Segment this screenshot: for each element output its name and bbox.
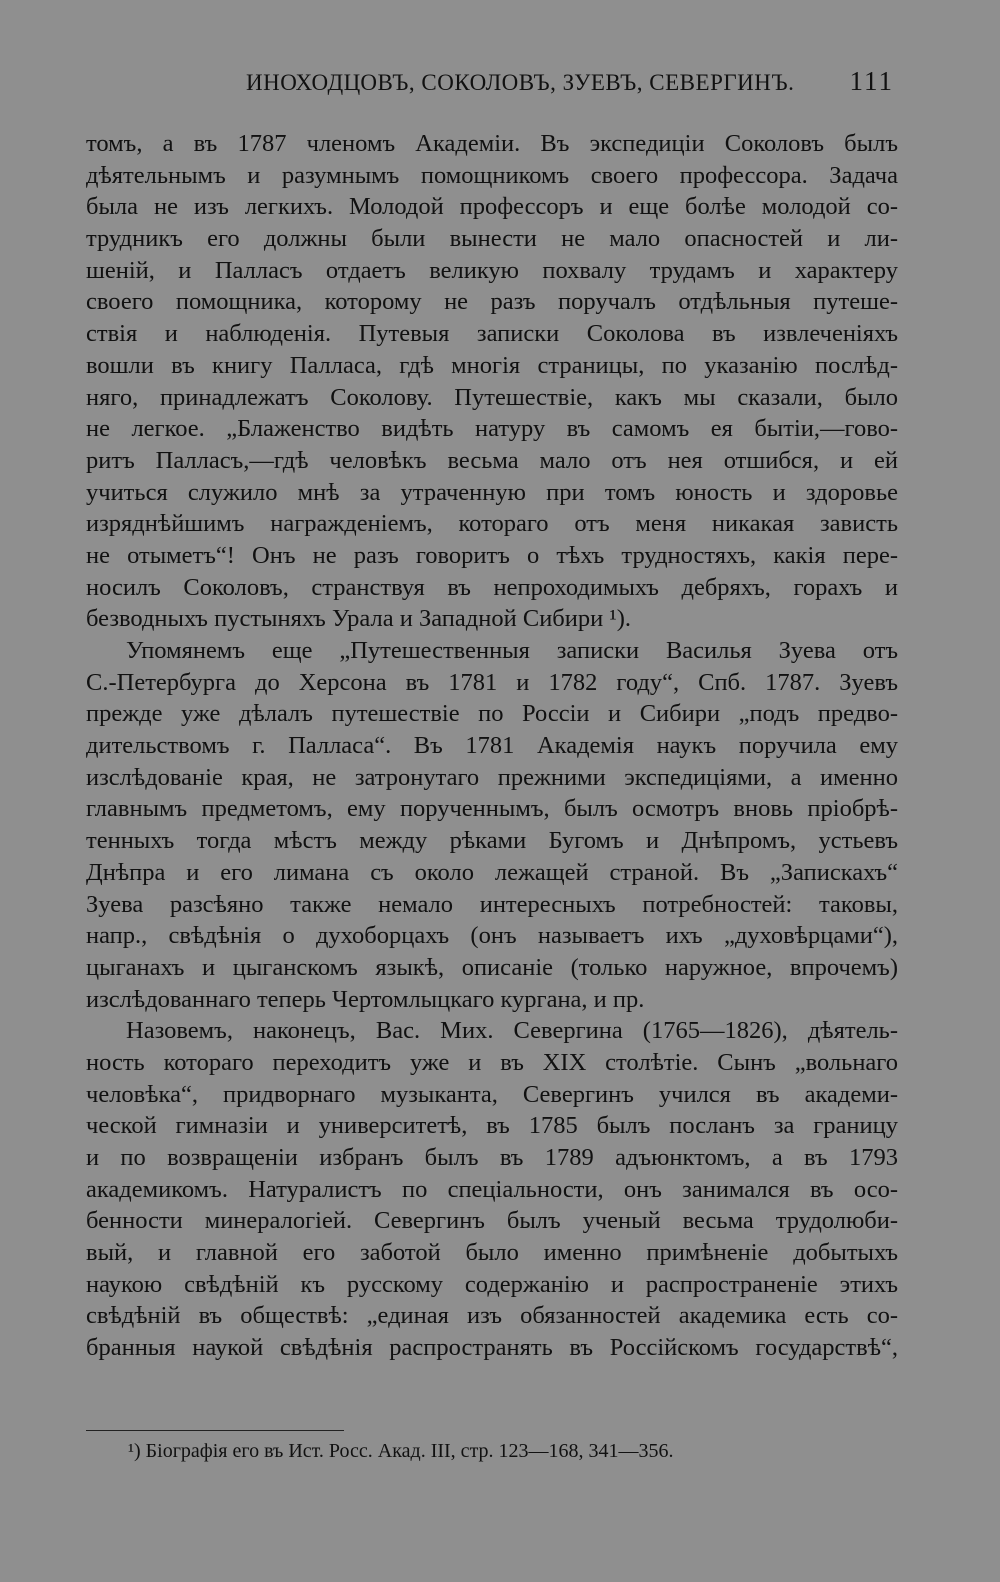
text-line: изслѣдованіе края, не затронутаго прежними экспедиціями, а именно <box>86 763 898 791</box>
text-line: томъ, а въ 1787 членомъ Академіи. Въ экспедиціи Соколовъ былъ <box>86 130 898 157</box>
text-line: и по возвращеніи избранъ былъ въ 1789 адъюнктомъ, а въ 1793 <box>86 1144 898 1171</box>
text-line: бенности минералогіей. Севергинъ былъ ученый весьма трудолюби- <box>86 1207 898 1235</box>
text-line: Зуева разсѣяно также немало интересныхъ потребностей: таковы, <box>86 890 898 918</box>
text-line: дительствомъ г. Палласа“. Въ 1781 Академія наукъ поручила ему <box>86 732 898 760</box>
text-line: бранныя наукой свѣдѣнія распространять въ Россійскомъ государствѣ“, <box>86 1334 898 1362</box>
text-line: не отыметъ“! Онъ не разъ говоритъ о тѣхъ трудностяхъ, какія пере- <box>86 541 898 569</box>
text-line: своего помощника, которому не разъ поручалъ отдѣльныя путеше- <box>86 288 898 316</box>
text-line: не легкое. „Блаженство видѣть натуру въ самомъ ея бытіи,—гово- <box>86 415 898 443</box>
text-line: ритъ Палласъ,—гдѣ человѣкъ весьма мало отъ нея отшибся, и ей <box>86 446 898 474</box>
text-line: напр., свѣдѣнія о духоборцахъ (онъ называетъ ихъ „духовѣрцами“), <box>86 922 898 950</box>
footnote-rule <box>86 1430 344 1431</box>
text-line: С.-Петербурга до Херсона въ 1781 и 1782 году“, Спб. 1787. Зуевъ <box>86 668 898 696</box>
text-line: тенныхъ тогда мѣстъ между рѣками Бугомъ и Днѣпромъ, устьевъ <box>86 827 898 855</box>
text-line: вый, и главной его заботой было именно примѣненіе добытыхъ <box>86 1239 898 1267</box>
text-line: главнымъ предметомъ, ему порученнымъ, былъ осмотръ вновь пріобрѣ- <box>86 795 898 823</box>
text-line: Днѣпра и его лимана съ около лежащей страной. Въ „Запискахъ“ <box>86 858 898 886</box>
page-number: 111 <box>849 66 894 96</box>
text-line: безводныхъ пустыняхъ Урала и Западной Сибири ¹). <box>86 605 631 633</box>
text-line: была не изъ легкихъ. Молодой профессоръ и еще болѣе молодой со- <box>86 193 898 221</box>
text-line: учиться служило мнѣ за утраченную при томъ юность и здоровье <box>86 478 898 506</box>
text-line: трудникъ его должны были вынести не мало опасностей и ли- <box>86 225 898 253</box>
body-text <box>86 128 898 1364</box>
text-line: шеній, и Палласъ отдаетъ великую похвалу трудамъ и характеру <box>86 256 898 284</box>
text-line: наукою свѣдѣній къ русскому содержанію и распространеніе этихъ <box>86 1270 898 1298</box>
text-line: носилъ Соколовъ, странствуя въ непроходимыхъ дебряхъ, горахъ и <box>86 573 898 601</box>
running-head: ИНОХОДЦОВЪ, СОКОЛОВЪ, ЗУЕВЪ, СЕВЕРГИНЪ. <box>246 70 795 95</box>
text-line: академикомъ. Натуралистъ по спеціальности, онъ занимался въ осо- <box>86 1175 898 1203</box>
text-line: изслѣдованнаго теперь Чертомлыцкаго кургана, и пр. <box>86 985 645 1013</box>
text-line: Назовемъ, наконецъ, Вас. Мих. Севергина (1765—1826), дѣятель- <box>126 1017 898 1045</box>
text-line: вошли въ книгу Палласа, гдѣ многія страницы, по указанію послѣд- <box>86 351 898 379</box>
footnote: ¹) Біографія его въ Ист. Росс. Акад. III, стр. 123—168, 341—356. <box>128 1440 674 1462</box>
text-line: изряднѣйшимъ награжденіемъ, котораго отъ меня никакая зависть <box>86 510 898 538</box>
text-line: прежде уже дѣлалъ путешествіе по Россіи и Сибири „подъ предво- <box>86 700 898 728</box>
page-header <box>86 66 898 106</box>
text-line: Упомянемъ еще „Путешественныя записки Василья Зуева отъ <box>126 637 898 664</box>
text-line: свѣдѣній въ обществѣ: „единая изъ обязанностей академика есть со- <box>86 1302 898 1330</box>
text-line: ствія и наблюденія. Путевыя записки Соколова въ извлеченіяхъ <box>86 320 898 348</box>
text-line: дѣятельнымъ и разумнымъ помощникомъ своего профессора. Задача <box>86 161 898 189</box>
text-line: ческой гимназіи и университетѣ, въ 1785 былъ посланъ за границу <box>86 1112 898 1140</box>
text-line: ность котораго переходитъ уже и въ XIX столѣтіе. Сынъ „вольнаго <box>86 1048 898 1076</box>
text-line: цыганахъ и цыганскомъ языкѣ, описаніе (только наружное, впрочемъ) <box>86 953 898 981</box>
text-line: няго, принадлежатъ Соколову. Путешествіе, какъ мы сказали, было <box>86 383 898 411</box>
text-line: человѣка“, придворнаго музыканта, Севергинъ учился въ академи- <box>86 1080 898 1108</box>
